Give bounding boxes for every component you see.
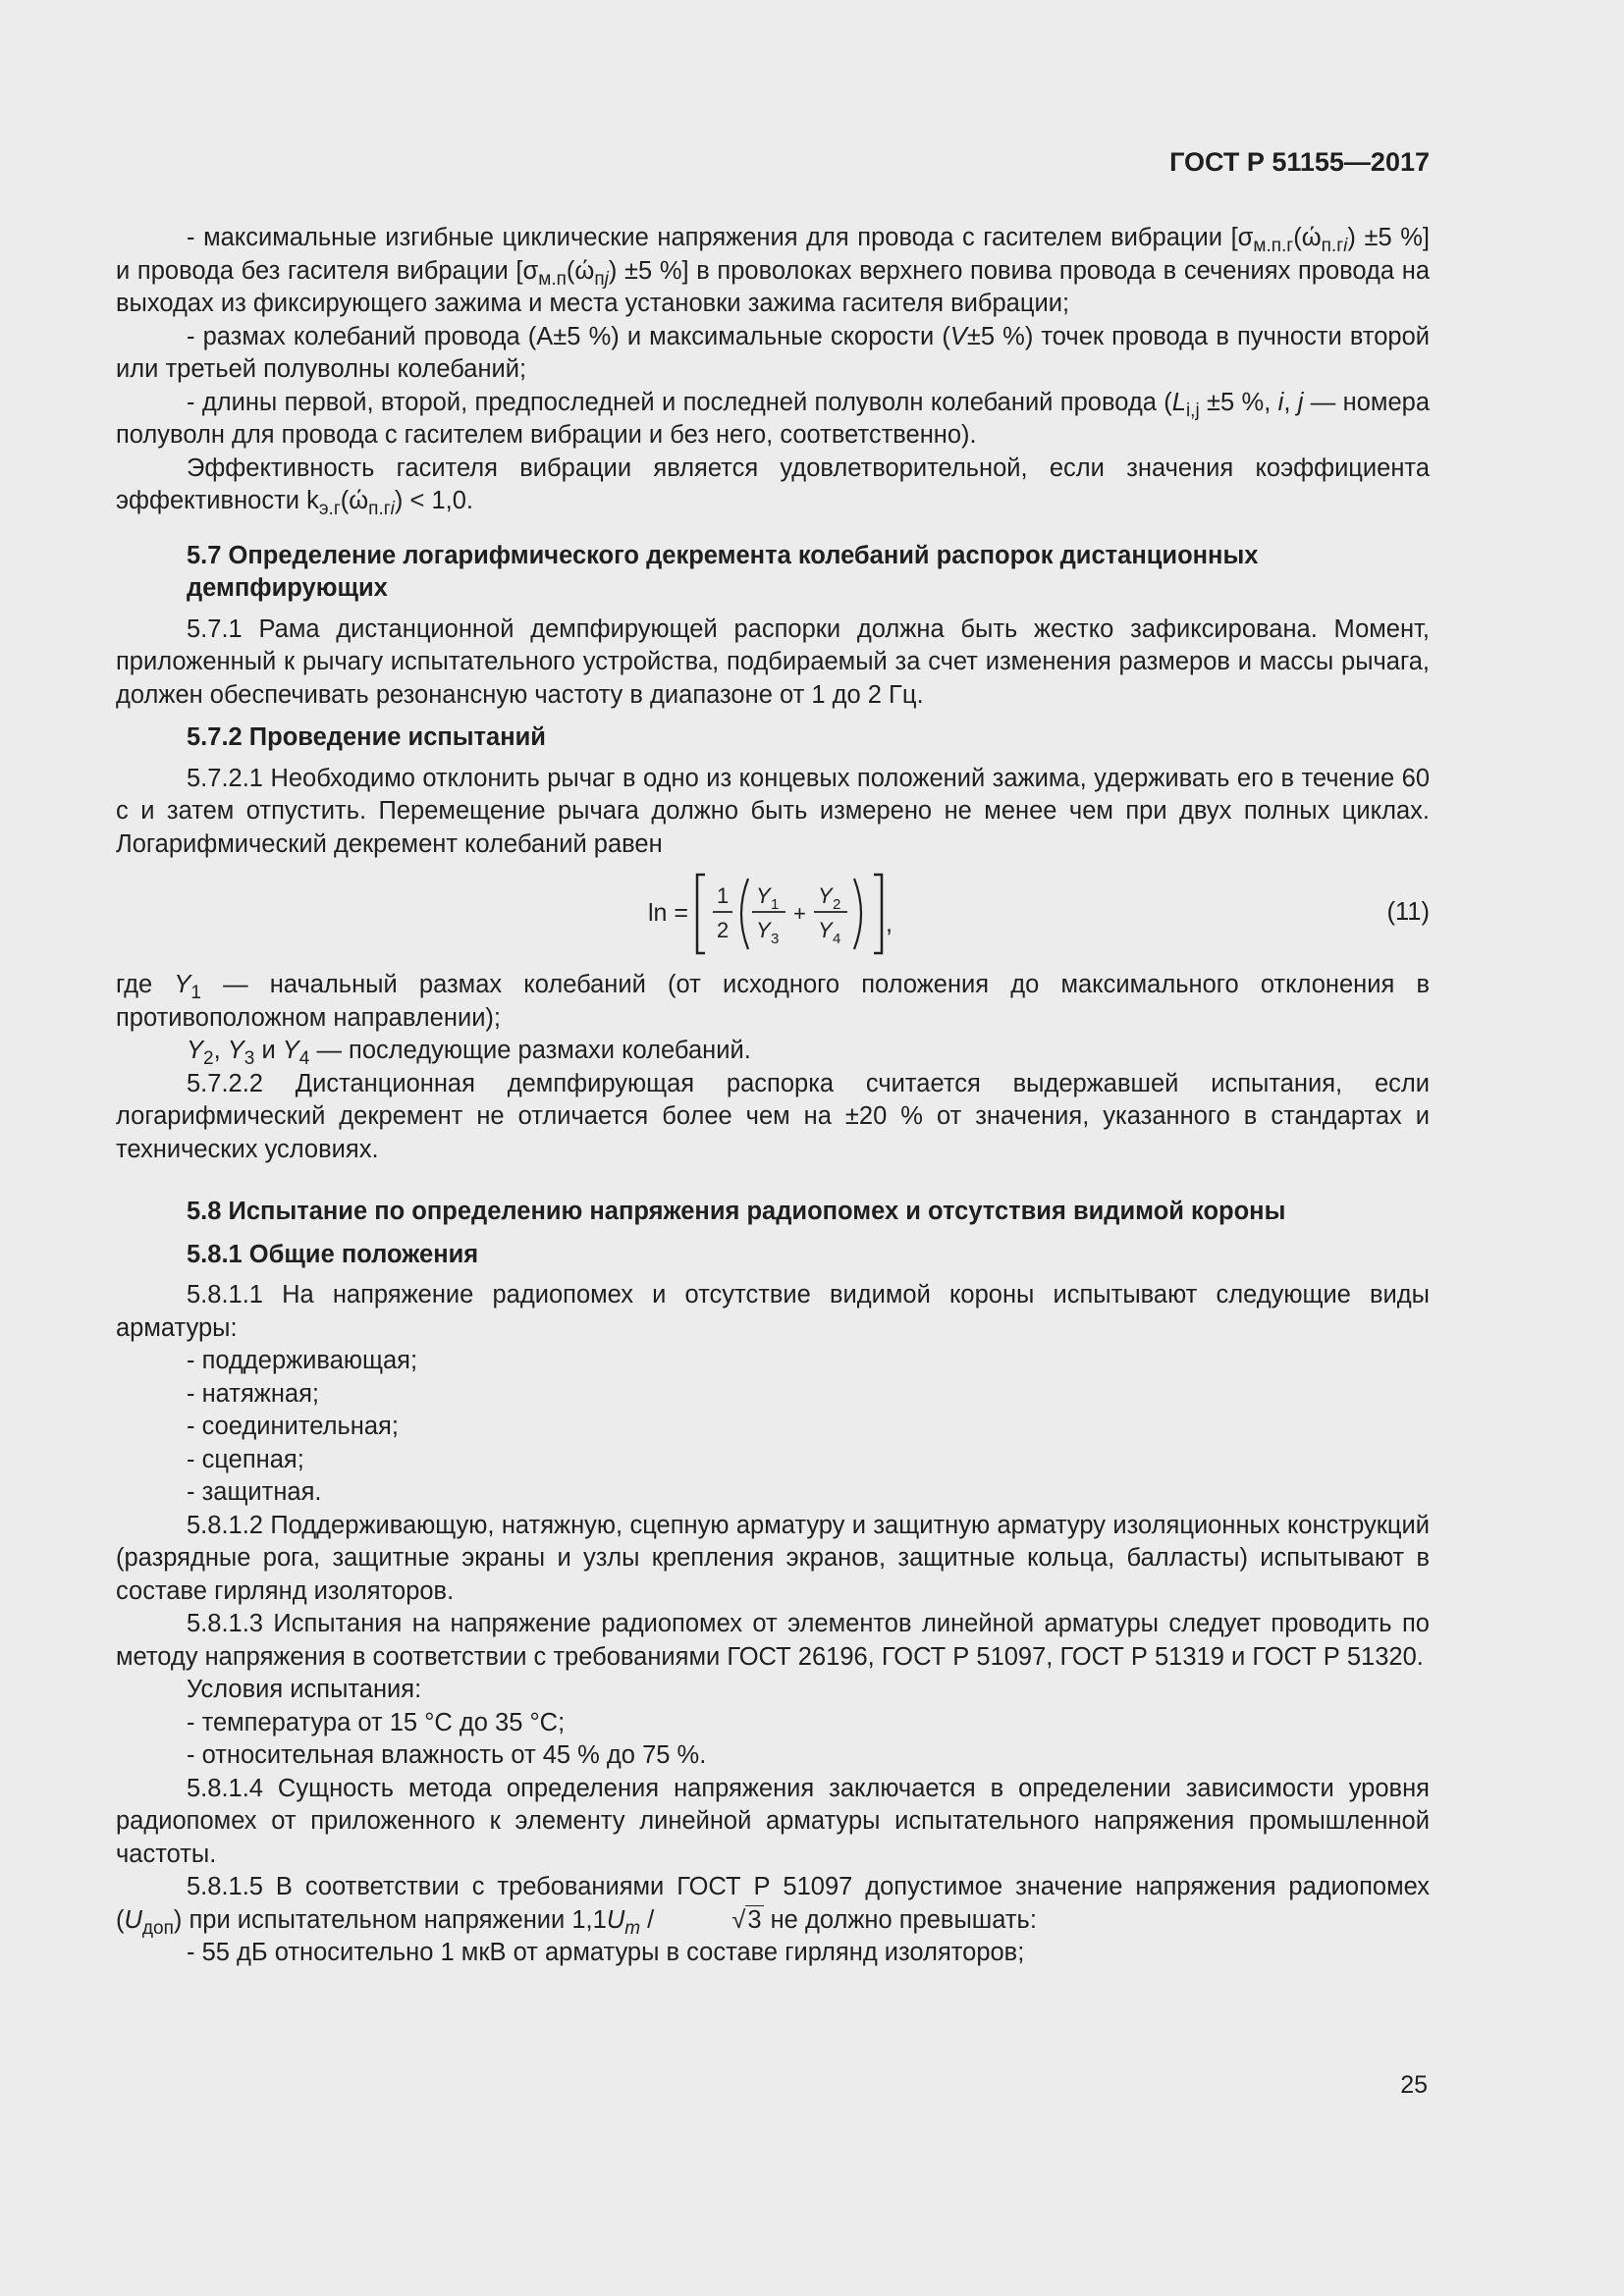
y2-subscript: 2 — [833, 896, 841, 913]
italic-symbol: U — [124, 1905, 142, 1934]
section-heading-5-7: 5.7 Определение логарифмического декремента колебаний распорок дистанционных демпфирующих — [187, 541, 1259, 602]
paragraph-halfwave-lengths — [116, 387, 1430, 453]
subscript-text: п.г — [1321, 236, 1344, 256]
text: (ώ — [340, 487, 369, 514]
text: ) ±5 %] в проволоках верхнего повива провода в сечениях провода на выходах из фиксирующего зажима и места установки зажима гасителя вибрации; — [116, 256, 1430, 317]
left-bracket — [697, 875, 705, 953]
formula-lhs: ln = — [648, 899, 689, 927]
paragraph-5-7-2-2: 5.7.2.2 Дистанционная демпфирующая распорка считается выдержавшей испытания, если логарифмический декремент не отличается более чем на ±20 % от значения, указанного в стандартах и технических условиях. — [116, 1069, 1430, 1163]
paragraph-amplitude — [116, 321, 1430, 387]
list-item: - соединительная; — [187, 1413, 399, 1440]
subscript-italic: m — [624, 1917, 641, 1939]
subsection-heading-5-7-2: 5.7.2 Проведение испытаний — [187, 723, 546, 751]
paragraph-5-8-1-3: 5.8.1.3 Испытания на напряжение радиопомех от элементов линейной арматуры следует проводить по методу напряжения в соответствии с требованиями ГОСТ 26196, ГОСТ Р 51097, ГОСТ Р 51319 и ГОСТ Р 51320. — [116, 1610, 1430, 1671]
italic-symbol: Y — [187, 1037, 204, 1064]
text: и — [254, 1037, 283, 1064]
italic-symbol: U — [606, 1905, 625, 1934]
paragraph-5-7-2-1: 5.7.2.1 Необходимо отклонить рычаг в одно из концевых положений зажима, удерживать его в течение 60 с и затем отпустить. Перемещение рычага должно быть измерено не менее чем при двух полных циклах. Логарифмический декремент колебаний равен — [116, 764, 1430, 858]
list-item: - защитная. — [187, 1478, 322, 1506]
text: ±5 %, — [1199, 388, 1278, 416]
paragraph-5-8-1-1: 5.8.1.1 На напряжение радиопомех и отсутствие видимой короны испытывают следующие виды арматуры: — [116, 1281, 1430, 1342]
right-paren — [854, 879, 861, 949]
text: , — [1283, 388, 1298, 416]
subscript-italic: i — [390, 499, 395, 519]
paragraph-5-7-1: 5.7.1 Рама дистанционной демпфирующей распорки должна быть жестко зафиксирована. Момент, приложенный к рычагу испытательного устройства, подбираемый за счет изменения размеров и массы рычага, должен обеспечивать резонансную частоту в диапазоне от 1 до 2 Гц. — [116, 614, 1430, 709]
text: - длины первой, второй, предпоследней и последней полуволн колебаний провода ( — [187, 388, 1172, 416]
text: ) при испытательном напряжении 1,1 — [173, 1905, 607, 1934]
y4-subscript: 4 — [833, 931, 841, 947]
text: ±5 %) точек провода в пучности второй или третьей полуволны колебаний; — [116, 322, 1430, 383]
subscript: 1 — [190, 983, 201, 1003]
y1-subscript: 1 — [771, 896, 780, 913]
text: где — [116, 971, 175, 998]
document-header: ГОСТ Р 51155—2017 — [1169, 147, 1430, 177]
text: (ώ — [1293, 224, 1322, 251]
fraction-numerator: 1 — [717, 883, 730, 908]
y4-symbol: Y — [818, 918, 833, 942]
text: / — [640, 1905, 662, 1934]
left-paren — [741, 879, 748, 949]
subscript-italic: i — [1343, 236, 1348, 256]
list-item: - натяжная; — [187, 1379, 319, 1408]
paragraph-5-8-1-5 — [116, 1871, 1430, 1937]
italic-symbol: Y — [174, 971, 191, 998]
paragraph-efficiency — [116, 453, 1430, 518]
paragraph-y234 — [116, 1035, 1430, 1068]
subscript: 2 — [203, 1048, 214, 1069]
text: ) < 1,0. — [394, 487, 473, 514]
subscript: i,j — [1185, 400, 1200, 421]
document-body — [116, 222, 1430, 1970]
right-bracket — [874, 875, 882, 953]
y1-symbol: Y — [756, 883, 771, 908]
italic-symbol: V — [949, 322, 967, 350]
y3-subscript: 3 — [771, 931, 780, 947]
list-item: - поддерживающая; — [187, 1347, 418, 1374]
subscript: э.г — [318, 499, 341, 519]
list-item: - 55 дБ относительно 1 мкВ от арматуры в составе гирлянд изоляторов; — [187, 1939, 1025, 1966]
equation-number: (11) — [1386, 898, 1430, 926]
text: - размах колебаний провода (А±5 %) и максимальные скорости ( — [187, 322, 950, 350]
subscript — [368, 499, 395, 519]
y3-symbol: Y — [756, 918, 771, 942]
subscript: доп — [141, 1917, 174, 1939]
text: 5.8.1.5 В соответствии с требованиями ГОСТ Р 51097 допустимое значение напряжения радиопомех ( — [116, 1873, 1430, 1934]
plus-sign: + — [793, 901, 806, 926]
italic-symbol: j — [1297, 388, 1304, 416]
paragraph-where-y1 — [116, 969, 1430, 1035]
text: — последующие размахи колебаний. — [309, 1037, 751, 1064]
text: - максимальные изгибные циклические напряжения для провода с гасителем вибрации [σ — [187, 224, 1254, 251]
paragraph-5-8-1-4: 5.8.1.4 Сущность метода определения напряжения заключается в определении зависимости уровня радиопомех от приложенного к элементу линейной арматуры испытательного напряжения промышленной частоты. — [116, 1774, 1430, 1868]
list-item: - сцепная; — [187, 1445, 304, 1473]
text: ) ±5 %] и провода без гасителя вибрации [σ — [116, 224, 1430, 285]
subscript — [1322, 236, 1348, 256]
italic-symbol: Y — [282, 1037, 299, 1064]
text: не должно превышать: — [763, 1905, 1037, 1934]
formula-comma: , — [886, 910, 893, 937]
subscript-text: п.г — [368, 499, 391, 519]
log-decrement-formula — [648, 867, 1021, 961]
subscript: м.п — [538, 268, 567, 290]
section-heading-5-8: 5.8 Испытание по определению напряжения радиопомех и отсутствия видимой короны — [187, 1198, 1286, 1225]
subscript-italic: j — [604, 268, 609, 290]
italic-symbol: L — [1171, 388, 1186, 416]
page-number: 25 — [1400, 2071, 1428, 2099]
paragraph-5-8-1-2: 5.8.1.2 Поддерживающую, натяжную, сцепную арматуру и защитную арматуру изоляционных конструкций (разрядные рога, защитные экраны и узлы крепления экранов, защитные кольца, балласты) испытывают в составе гирлянд изоляторов. — [116, 1511, 1430, 1605]
subscript — [594, 269, 609, 290]
text: Эффективность гасителя вибрации является удовлетворительной, если значения коэффициента эффективности k — [116, 454, 1430, 514]
subscript: 4 — [298, 1048, 310, 1069]
subscript — [624, 1918, 640, 1939]
subscript: 3 — [244, 1048, 255, 1069]
text: , — [213, 1037, 228, 1064]
condition-temperature: - температура от 15 °С до 35 °С; — [187, 1708, 566, 1736]
sqrt-radicand: 3 — [747, 1905, 762, 1934]
text: (ώ — [566, 256, 595, 285]
formula-11 — [116, 867, 1430, 961]
conditions-title: Условия испытания: — [187, 1676, 422, 1703]
italic-symbol: i — [1277, 388, 1284, 416]
subscript: м.п.г — [1253, 236, 1294, 256]
fraction-denominator: 2 — [717, 918, 730, 942]
text: — номера полуволн для провода с гасителем вибрации и без него, соответственно). — [116, 388, 1430, 449]
text: — начальный размах колебаний (от исходного положения до максимального отклонения в противоположном направлении); — [116, 971, 1430, 1032]
subsection-heading-5-8-1: 5.8.1 Общие положения — [187, 1240, 479, 1268]
y2-symbol: Y — [818, 883, 833, 908]
sqrt-symbol: √3 — [731, 1905, 762, 1934]
condition-humidity: - относительная влажность от 45 % до 75 %. — [187, 1741, 707, 1769]
paragraph-max-stress — [116, 222, 1430, 321]
subscript-text: п — [594, 268, 605, 290]
italic-symbol: Y — [227, 1037, 244, 1064]
